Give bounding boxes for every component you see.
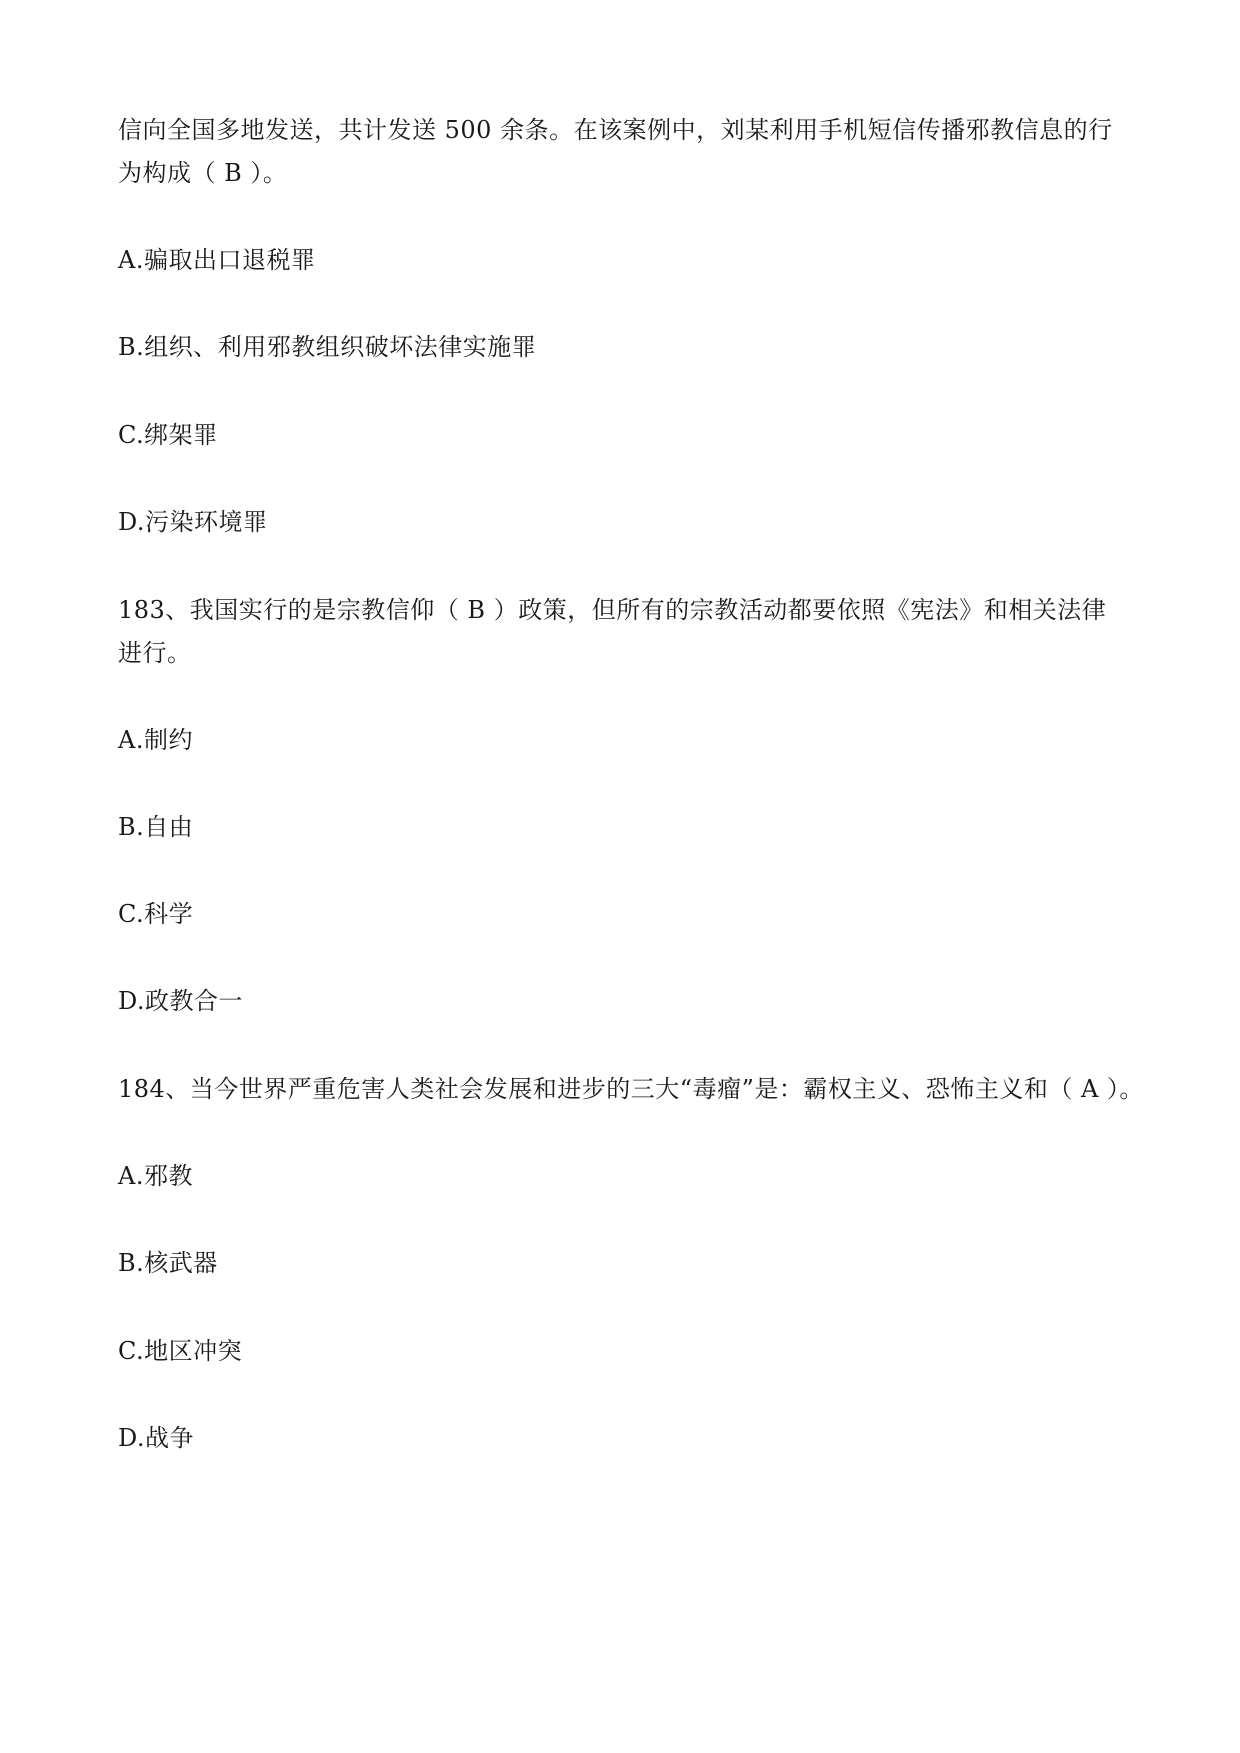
question-184-stem: 184、当今世界严重危害人类社会发展和进步的三大“毒瘤”是：霸权主义、恐怖主义和（ A ）。	[118, 1075, 1144, 1103]
question-184-option-b: B.核武器	[118, 1249, 218, 1277]
question-184-option-c: C.地区冲突	[118, 1337, 243, 1365]
question-184-option-d: D.战争	[118, 1424, 195, 1452]
question-182-option-c: C.绑架罪	[118, 421, 218, 449]
question-182-option-a: A.骗取出口退税罪	[118, 246, 316, 274]
question-183-option-a: A.制约	[118, 726, 193, 754]
question-183-option-b: B.自由	[118, 813, 194, 841]
question-182-option-b: B.组织、利用邪教组织破坏法律实施罪	[118, 333, 537, 361]
question-182-continuation-line-2: 为构成（ B ）。	[118, 159, 288, 187]
question-182-option-d: D.污染环境罪	[118, 508, 268, 536]
question-184-option-a: A.邪教	[118, 1162, 193, 1190]
question-183-stem-line-2: 进行。	[118, 639, 192, 667]
question-183-option-d: D.政教合一	[118, 987, 244, 1015]
question-183-stem-line-1: 183、我国实行的是宗教信仰（ B ）政策，但所有的宗教活动都要依照《宪法》和相关法律	[118, 596, 1107, 624]
question-183-option-c: C.科学	[118, 900, 194, 928]
question-182-continuation-line-1: 信向全国多地发送，共计发送 500 余条。在该案例中，刘某利用手机短信传播邪教信息的行	[118, 116, 1113, 144]
